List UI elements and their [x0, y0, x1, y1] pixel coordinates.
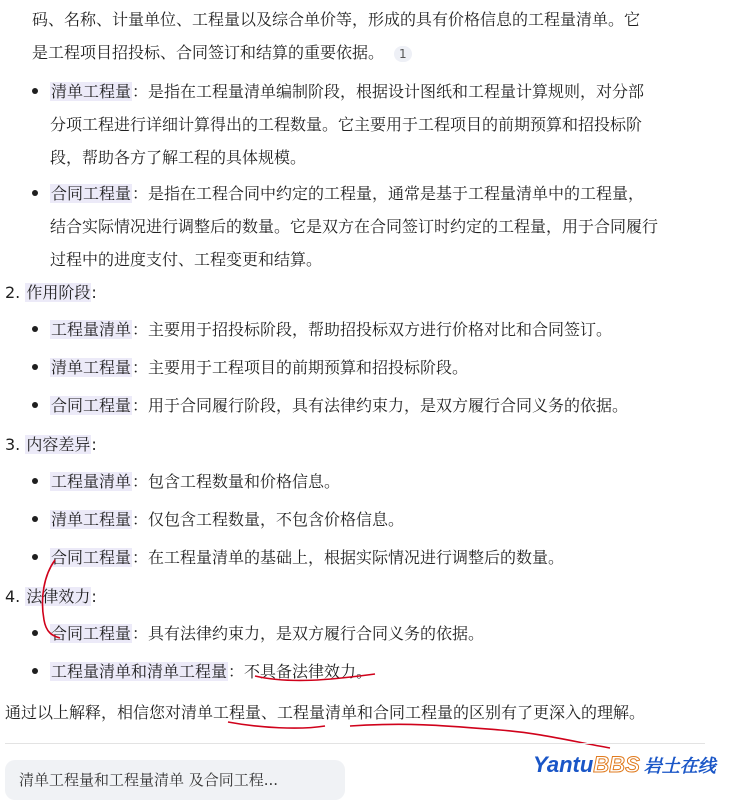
suggestion-chip[interactable]: 清单工程量和工程量清单 及合同工程...	[5, 760, 345, 800]
section-title[interactable]: 作用阶段	[26, 283, 91, 302]
bullet-dot	[32, 516, 38, 522]
section-title[interactable]: 法律效力	[26, 587, 91, 606]
section-heading: 4. 法律效力:	[5, 587, 97, 606]
section-heading: 3. 内容差异:	[5, 435, 97, 454]
section-title[interactable]: 内容差异	[26, 435, 91, 454]
term-link[interactable]: 合同工程量	[51, 548, 132, 567]
term-link[interactable]: 合同工程量	[51, 184, 132, 203]
bullet-dot	[32, 630, 38, 636]
section-heading: 2. 作用阶段:	[5, 283, 97, 302]
term-link[interactable]: 合同工程量	[51, 396, 132, 415]
term-link[interactable]: 清单工程量	[51, 358, 132, 377]
intro-line: 码、名称、计量单位、工程量以及综合单价等，形成的具有价格信息的工程量清单。它	[32, 10, 641, 29]
intro-line: 是工程项目招投标、合同签订和结算的重要依据。 1	[32, 36, 702, 69]
term-link[interactable]: 工程量清单和清单工程量	[51, 662, 228, 681]
bullet-dot	[32, 402, 38, 408]
conclusion-paragraph: 通过以上解释，相信您对清单工程量、工程量清单和合同工程量的区别有了更深入的理解。	[5, 703, 646, 722]
term-link[interactable]: 合同工程量	[51, 624, 132, 643]
bullet-dot	[32, 554, 38, 560]
intro-paragraph	[32, 3, 702, 69]
bullet-dot	[32, 88, 38, 94]
bullet-dot	[32, 364, 38, 370]
watermark-logo: YantuBBS 岩土在线	[533, 752, 716, 777]
bullet-dot	[32, 478, 38, 484]
term-link[interactable]: 清单工程量	[51, 82, 132, 101]
bullet-dot	[32, 326, 38, 332]
term-link[interactable]: 清单工程量	[51, 510, 132, 529]
term-link[interactable]: 工程量清单	[51, 472, 132, 491]
bullet-dot	[32, 668, 38, 674]
citation-badge[interactable]: 1	[394, 46, 412, 62]
term-link[interactable]: 工程量清单	[51, 320, 132, 339]
divider	[5, 743, 705, 744]
bullet-dot	[32, 190, 38, 196]
